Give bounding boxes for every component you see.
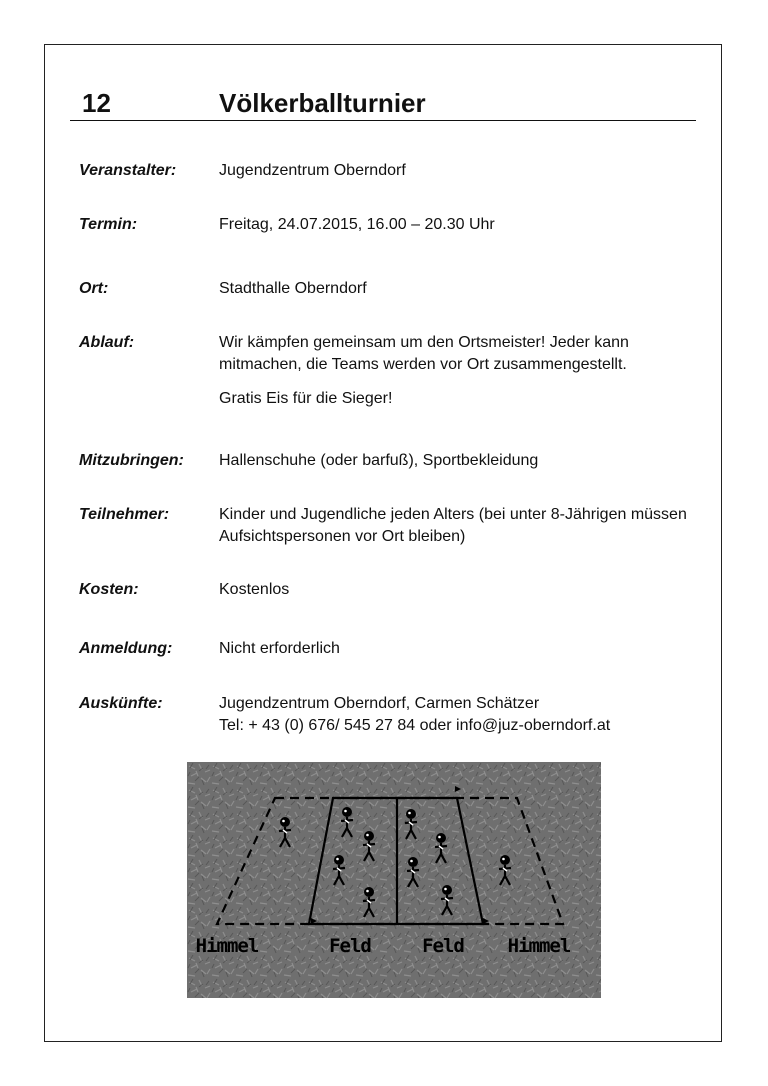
page-title: Völkerballturnier bbox=[219, 88, 426, 118]
detail-label: Termin: bbox=[79, 216, 138, 233]
detail-label: Ort: bbox=[79, 280, 109, 297]
detail-text: Stadthalle Oberndorf bbox=[219, 280, 367, 297]
detail-value bbox=[219, 278, 699, 300]
dodgeball-field-illustration bbox=[187, 762, 601, 998]
detail-label: Mitzubringen: bbox=[79, 452, 184, 469]
detail-text: Freitag, 24.07.2015, 16.00 – 20.30 Uhr bbox=[219, 216, 495, 233]
detail-text: Hallenschuhe (oder barfuß), Sportbekleidung bbox=[219, 452, 539, 469]
detail-value bbox=[219, 160, 699, 182]
detail-text: Wir kämpfen gemeinsam um den Ortsmeister! Jeder kann mitmachen, die Teams werden vor Ort zusammengestellt. bbox=[219, 334, 629, 373]
detail-text: Kostenlos bbox=[219, 581, 290, 598]
zone-label-himmel-left: Himmel bbox=[195, 935, 259, 957]
detail-value bbox=[219, 693, 699, 737]
detail-text: Kinder und Jugendliche jeden Alters (bei unter 8-Jährigen müssen Aufsichtspersonen vor Ort bleiben) bbox=[219, 506, 687, 545]
detail-text: Gratis Eis für die Sieger! bbox=[219, 390, 393, 407]
detail-text: Jugendzentrum Oberndorf bbox=[219, 162, 406, 179]
detail-label: Auskünfte: bbox=[79, 695, 163, 712]
field-svg bbox=[187, 762, 601, 998]
zone-label-feld-left: Feld bbox=[329, 935, 371, 957]
zone-label-feld-right: Feld bbox=[422, 935, 464, 957]
detail-label: Veranstalter: bbox=[79, 162, 177, 179]
detail-value bbox=[219, 638, 699, 660]
detail-text: Jugendzentrum Oberndorf, Carmen Schätzer bbox=[219, 695, 540, 712]
detail-label: Teilnehmer: bbox=[79, 506, 170, 523]
zone-label-himmel-right: Himmel bbox=[507, 935, 571, 957]
detail-value bbox=[219, 579, 699, 601]
detail-value bbox=[219, 450, 699, 472]
detail-text: Tel: + 43 (0) 676/ 545 27 84 oder info@juz-oberndorf.at bbox=[219, 717, 611, 734]
detail-label: Anmeldung: bbox=[79, 640, 173, 657]
detail-label: Ablauf: bbox=[79, 334, 135, 351]
detail-value bbox=[219, 332, 699, 410]
section-number: 12 bbox=[82, 88, 111, 118]
title-rule bbox=[70, 120, 696, 121]
detail-value bbox=[219, 504, 699, 548]
detail-value bbox=[219, 214, 699, 236]
detail-text: Nicht erforderlich bbox=[219, 640, 340, 657]
detail-label: Kosten: bbox=[79, 581, 139, 598]
